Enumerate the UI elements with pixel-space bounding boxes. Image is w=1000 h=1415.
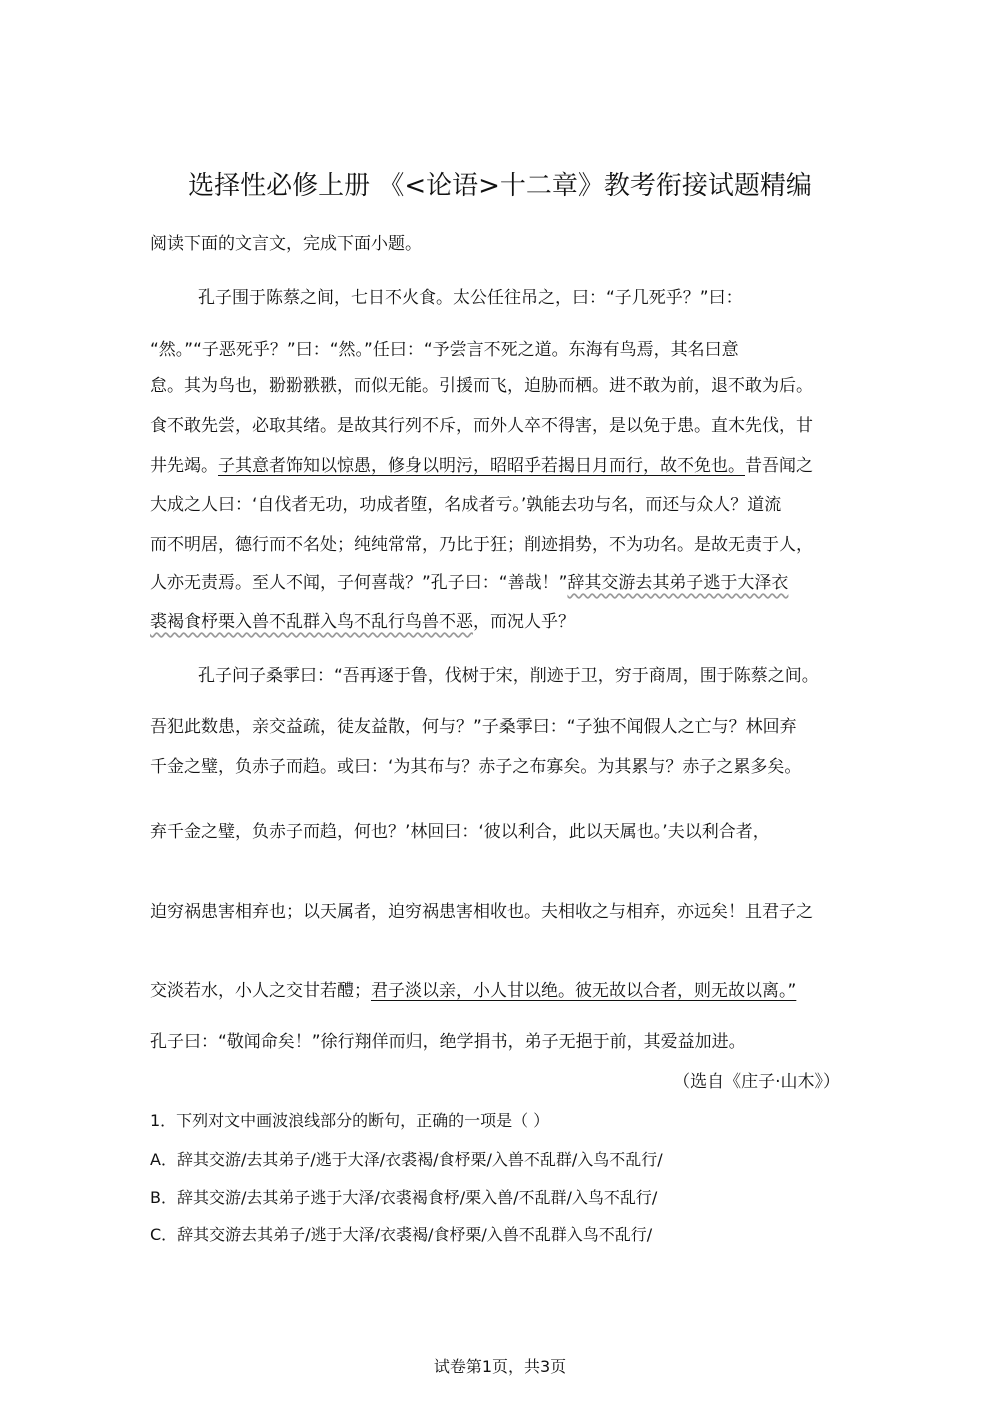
option-c: C．辞其交游去其弟子/逃于大泽/衣裘褐/食杼栗/入兽不乱群入鸟不乱行/: [150, 1225, 653, 1244]
passage-line: [150, 570, 850, 596]
passage-line: 吾犯此数患，亲交益疏，徒友益散，何与？”子桑雽曰：“子独不闻假人之亡与？林回弃: [150, 717, 797, 737]
passage-line: 孔子问子桑雽曰：“吾再逐于鲁，伐树于宋，削迹于卫，穷于商周，围于陈蔡之间。: [198, 666, 819, 686]
instruction: 阅读下面的文言文，完成下面小题。: [150, 234, 422, 254]
passage-text: 人亦无责焉。至人不闻，子何喜哉？”孔子曰：“善哉！”: [150, 573, 568, 593]
passage-line: [150, 978, 850, 1004]
passage-text: 井先竭。: [150, 456, 218, 476]
passage-text: ，而况人乎？: [473, 612, 575, 632]
passage-line: 食不敢先尝，必取其绪。是故其行列不斥，而外人卒不得害，是以免于患。直木先伐，甘: [150, 416, 813, 436]
passage-line: [150, 453, 850, 479]
page-title: 选择性必修上册 《<论语>十二章》教考衔接试题精编: [188, 171, 812, 201]
underlined-sentence: 子其意者饰知以惊愚，修身以明污，昭昭乎若揭日月而行，故不免也。: [218, 456, 745, 476]
wavy-underlined-text: 辞其交游去其弟子逃于大泽衣: [567, 573, 789, 593]
passage-line: 而不明居，德行而不名处；纯纯常常，乃比于狂；削迹捐势，不为功名。是故无责于人，: [150, 535, 813, 555]
passage-line: 孔子曰：“敬闻命矣！”徐行翔佯而归，绝学捐书，弟子无挹于前，其爱益加进。: [150, 1032, 746, 1052]
underlined-sentence: 君子淡以亲，小人甘以绝。彼无故以合者，则无故以离。”: [371, 981, 797, 1001]
passage-line: 孔子围于陈蔡之间，七日不火食。太公任往吊之，曰：“子几死乎？”曰：: [198, 288, 743, 308]
passage-line: 迫穷祸患害相弃也；以天属者，迫穷祸患害相收也。夫相收之与相弃，亦远矣！且君子之: [150, 902, 813, 922]
passage-line: 千金之璧，负赤子而趋。或曰：‘为其布与？赤子之布寡矣。为其累与？赤子之累多矣。: [150, 757, 802, 777]
option-b: B．辞其交游/去其弟子逃于大泽/衣裘褐食杼/栗入兽/不乱群/入鸟不乱行/: [150, 1188, 658, 1207]
source-citation: （选自《庄子·山木》）: [673, 1072, 840, 1092]
passage-line: 怠。其为鸟也，翂翂翐翐，而似无能。引援而飞，迫胁而栖。进不敢为前，退不敢为后。: [150, 376, 813, 396]
question-stem: 1．下列对文中画波浪线部分的断句，正确的一项是（ ）: [150, 1111, 550, 1130]
page-footer: 试卷第1页，共3页: [433, 1357, 567, 1376]
wavy-underlined-text: 裘褐食杼栗入兽不乱群入鸟不乱行鸟兽不恶: [150, 612, 473, 632]
option-a: A．辞其交游/去其弟子/逃于大泽/衣裘褐/食杼栗/入兽不乱群/入鸟不乱行/: [150, 1150, 663, 1169]
passage-line: “然。”“子恶死乎？”曰：“然。”任曰：“予尝言不死之道。东海有鸟焉，其名曰意: [150, 340, 739, 360]
passage-line: 大成之人曰：‘自伐者无功，功成者堕，名成者亏。’孰能去功与名，而还与众人？道流: [150, 495, 782, 515]
passage-text: 交淡若水，小人之交甘若醴；: [150, 981, 371, 1001]
passage-line: [150, 609, 850, 635]
passage-line: 弃千金之璧，负赤子而趋，何也？’林回曰：‘彼以利合，此以天属也。’夫以利合者，: [150, 822, 770, 842]
passage-text: 昔吾闻之: [745, 456, 813, 476]
